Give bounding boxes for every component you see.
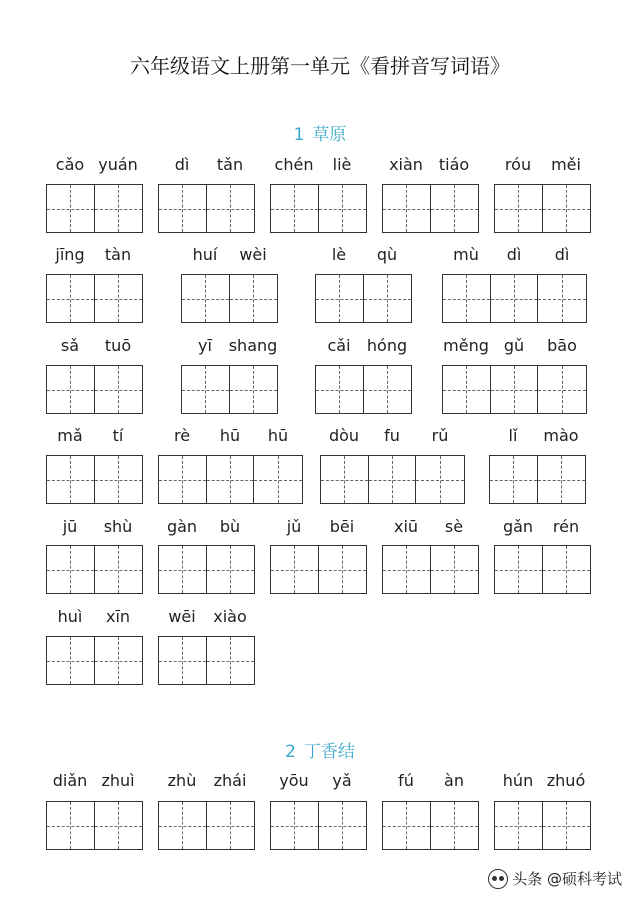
tian-zi-cell	[495, 185, 543, 232]
pinyin-label: rǔ	[431, 426, 449, 445]
pinyin-label: xiàn	[389, 155, 423, 174]
writing-grid	[494, 545, 591, 594]
tian-zi-cell	[538, 366, 586, 413]
lesson-name: 草原	[312, 125, 347, 145]
pinyin-label: fu	[384, 426, 400, 445]
writing-grid	[46, 184, 143, 233]
tian-zi-cell	[47, 802, 95, 849]
pinyin-label: xiào	[213, 607, 247, 626]
writing-grid	[158, 184, 255, 233]
writing-grid	[442, 365, 587, 414]
tian-zi-cell	[319, 802, 367, 849]
pinyin-label: chén	[274, 155, 314, 174]
writing-grid	[270, 184, 367, 233]
pinyin-label: cǎo	[55, 155, 85, 174]
tian-zi-cell	[543, 185, 591, 232]
writing-grid	[46, 365, 143, 414]
pinyin-label: wēi	[168, 607, 196, 626]
tian-zi-cell	[95, 637, 143, 684]
pinyin-label: cǎi	[327, 336, 351, 355]
tian-zi-cell	[364, 366, 412, 413]
pinyin-label: tí	[112, 426, 124, 445]
tian-zi-cell	[47, 456, 95, 503]
pinyin-label: mù	[453, 245, 479, 264]
tian-zi-cell	[495, 802, 543, 849]
tian-zi-cell	[383, 802, 431, 849]
pinyin-label: wèi	[239, 245, 267, 264]
tian-zi-cell	[47, 366, 95, 413]
pinyin-label: zhuó	[546, 771, 586, 790]
pinyin-label: rén	[552, 517, 580, 536]
watermark-text: 头条 @硕科考试	[512, 870, 622, 888]
tian-zi-cell	[538, 275, 586, 322]
tian-zi-cell	[431, 802, 479, 849]
tian-zi-cell	[271, 185, 319, 232]
writing-grid	[181, 365, 278, 414]
pinyin-label: àn	[444, 771, 464, 790]
writing-grid	[489, 455, 586, 504]
pinyin-label: diǎn	[52, 771, 88, 790]
pinyin-label: huì	[57, 607, 83, 626]
writing-grid	[382, 545, 479, 594]
pinyin-label: gǔ	[503, 336, 525, 355]
tian-zi-cell	[95, 802, 143, 849]
pinyin-label: měi	[551, 155, 581, 174]
writing-grid	[158, 545, 255, 594]
pinyin-label: zhuì	[101, 771, 135, 790]
pinyin-label: bāo	[547, 336, 577, 355]
pinyin-label: zhái	[213, 771, 247, 790]
tian-zi-cell	[159, 185, 207, 232]
writing-grid	[46, 545, 143, 594]
pinyin-label: tǎn	[216, 155, 244, 174]
writing-grid	[315, 274, 412, 323]
pinyin-label: tàn	[104, 245, 132, 264]
writing-grid	[158, 801, 255, 850]
pinyin-label: gǎn	[502, 517, 534, 536]
tian-zi-cell	[95, 185, 143, 232]
pinyin-label: fú	[398, 771, 414, 790]
pinyin-label: yī	[198, 336, 212, 355]
tian-zi-cell	[230, 275, 278, 322]
pinyin-label: róu	[504, 155, 532, 174]
writing-grid	[46, 801, 143, 850]
pinyin-label: mào	[543, 426, 579, 445]
tian-zi-cell	[364, 275, 412, 322]
tian-zi-cell	[207, 802, 255, 849]
pinyin-label: hún	[502, 771, 534, 790]
writing-grid	[46, 455, 143, 504]
tian-zi-cell	[543, 802, 591, 849]
pinyin-label: jū	[62, 517, 78, 536]
lesson-name: 丁香结	[303, 742, 355, 762]
lesson-number: 2	[285, 742, 296, 762]
tian-zi-cell	[538, 456, 586, 503]
tian-zi-cell	[47, 185, 95, 232]
writing-grid	[320, 455, 465, 504]
tian-zi-cell	[271, 802, 319, 849]
tian-zi-cell	[319, 185, 367, 232]
tian-zi-cell	[491, 275, 539, 322]
pinyin-label: gàn	[166, 517, 198, 536]
lesson-number: 1	[293, 125, 305, 145]
lesson-heading-2	[0, 737, 640, 762]
pinyin-label: dì	[506, 245, 522, 264]
pinyin-label: shù	[103, 517, 133, 536]
watermark	[488, 868, 622, 889]
tian-zi-cell	[316, 275, 364, 322]
tian-zi-cell	[431, 546, 479, 593]
pinyin-label: hóng	[366, 336, 408, 355]
tian-zi-cell	[319, 546, 367, 593]
pinyin-label: jǔ	[286, 517, 302, 536]
tian-zi-cell	[431, 185, 479, 232]
pinyin-label: shang	[228, 336, 278, 355]
tian-zi-cell	[159, 637, 207, 684]
pinyin-label: zhù	[167, 771, 197, 790]
pinyin-label: bù	[219, 517, 241, 536]
pinyin-label: lè	[331, 245, 347, 264]
tian-zi-cell	[271, 546, 319, 593]
writing-grid	[382, 184, 479, 233]
tian-zi-cell	[230, 366, 278, 413]
tian-zi-cell	[207, 546, 255, 593]
writing-grid	[442, 274, 587, 323]
pinyin-label: tuō	[104, 336, 132, 355]
tian-zi-cell	[316, 366, 364, 413]
writing-grid	[46, 636, 143, 685]
wechat-icon	[488, 869, 508, 889]
writing-grid	[270, 545, 367, 594]
tian-zi-cell	[182, 275, 230, 322]
tian-zi-cell	[207, 637, 255, 684]
pinyin-label: dòu	[328, 426, 360, 445]
pinyin-label: dì	[174, 155, 190, 174]
pinyin-label: qù	[376, 245, 398, 264]
tian-zi-cell	[254, 456, 302, 503]
lesson-heading-1	[0, 120, 640, 145]
writing-grid	[315, 365, 412, 414]
tian-zi-cell	[443, 366, 491, 413]
tian-zi-cell	[95, 546, 143, 593]
writing-grid	[181, 274, 278, 323]
pinyin-label: sè	[444, 517, 464, 536]
writing-grid	[158, 455, 303, 504]
writing-grid	[494, 801, 591, 850]
pinyin-label: bēi	[329, 517, 355, 536]
writing-grid	[494, 184, 591, 233]
tian-zi-cell	[47, 637, 95, 684]
writing-grid	[270, 801, 367, 850]
tian-zi-cell	[95, 275, 143, 322]
writing-grid	[158, 636, 255, 685]
pinyin-label: dì	[554, 245, 570, 264]
pinyin-label: tiáo	[438, 155, 470, 174]
pinyin-label: liè	[332, 155, 352, 174]
pinyin-label: jīng	[55, 245, 85, 264]
tian-zi-cell	[95, 456, 143, 503]
tian-zi-cell	[495, 546, 543, 593]
pinyin-label: mǎ	[57, 426, 83, 445]
pinyin-label: xiū	[393, 517, 419, 536]
tian-zi-cell	[543, 546, 591, 593]
writing-grid	[382, 801, 479, 850]
tian-zi-cell	[47, 275, 95, 322]
tian-zi-cell	[159, 456, 207, 503]
tian-zi-cell	[491, 366, 539, 413]
pinyin-label: lǐ	[508, 426, 518, 445]
tian-zi-cell	[416, 456, 464, 503]
pinyin-label: měng	[443, 336, 489, 355]
tian-zi-cell	[159, 546, 207, 593]
tian-zi-cell	[207, 456, 255, 503]
pinyin-label: sǎ	[60, 336, 80, 355]
pinyin-label: yǎ	[332, 771, 352, 790]
tian-zi-cell	[443, 275, 491, 322]
tian-zi-cell	[47, 546, 95, 593]
tian-zi-cell	[207, 185, 255, 232]
pinyin-label: yōu	[279, 771, 309, 790]
tian-zi-cell	[369, 456, 417, 503]
tian-zi-cell	[383, 546, 431, 593]
tian-zi-cell	[383, 185, 431, 232]
pinyin-label: huí	[192, 245, 218, 264]
tian-zi-cell	[159, 802, 207, 849]
tian-zi-cell	[182, 366, 230, 413]
pinyin-label: hū	[219, 426, 241, 445]
pinyin-label: yuán	[98, 155, 138, 174]
tian-zi-cell	[95, 366, 143, 413]
pinyin-label: rè	[173, 426, 191, 445]
writing-grid	[46, 274, 143, 323]
page-title: 六年级语文上册第一单元《看拼音写词语》	[130, 54, 510, 78]
tian-zi-cell	[490, 456, 538, 503]
pinyin-label: hū	[267, 426, 289, 445]
tian-zi-cell	[321, 456, 369, 503]
pinyin-label: xīn	[105, 607, 131, 626]
